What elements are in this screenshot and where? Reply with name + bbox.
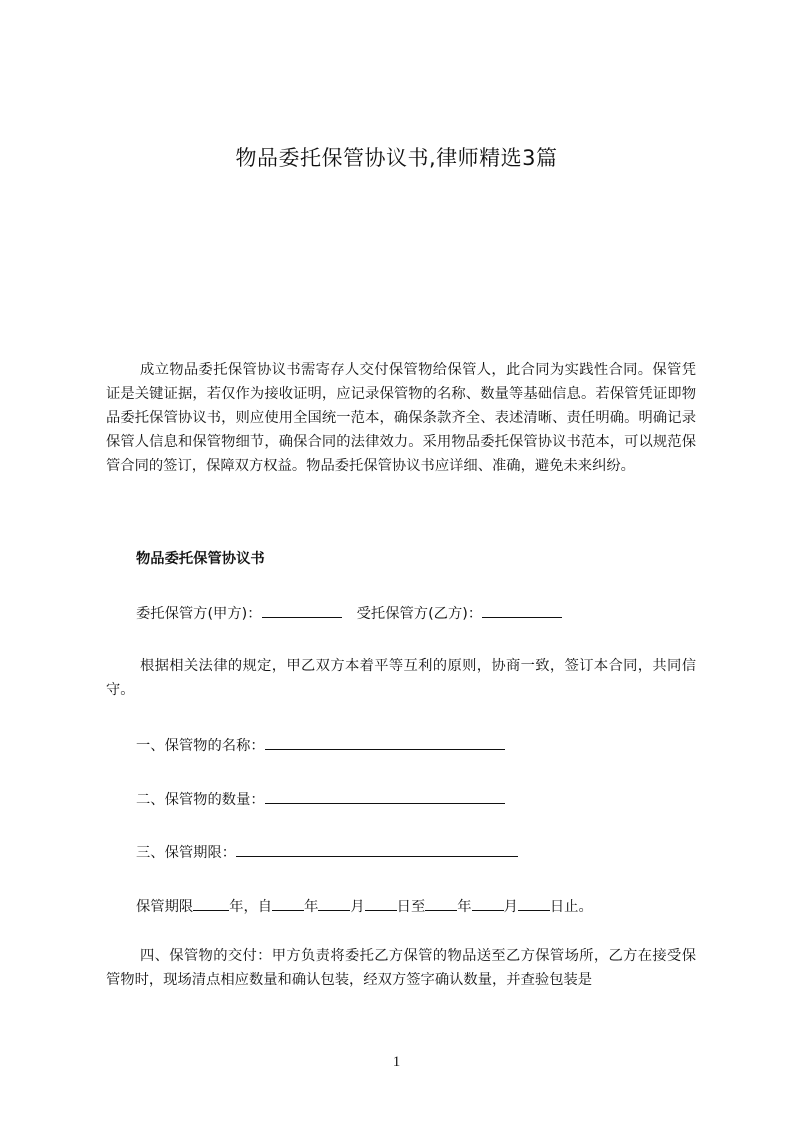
period-text-7: 月 bbox=[503, 899, 518, 915]
clause-2-blank bbox=[265, 788, 505, 804]
period-text-6: 年 bbox=[457, 899, 472, 915]
clause-4-paragraph: 四、保管物的交付：甲方负责将委托乙方保管的物品送至乙方保管场所，乙方在接受保管物时，现场清点相应数量和确认包装，经双方签字确认数量，并查验包装是 bbox=[106, 948, 696, 988]
period-years-blank bbox=[193, 895, 229, 911]
clause-1-blank bbox=[265, 734, 505, 750]
start-year-blank bbox=[272, 895, 304, 911]
end-day-blank bbox=[518, 895, 550, 911]
start-month-blank bbox=[318, 895, 350, 911]
period-text-4: 月 bbox=[350, 899, 365, 915]
party-b-label: 受托保管方(乙方)： bbox=[356, 606, 483, 622]
clause-3-blank bbox=[236, 841, 518, 857]
period-text-2: 年，自 bbox=[229, 899, 273, 915]
clause-1-line bbox=[136, 734, 505, 757]
period-line bbox=[136, 895, 593, 918]
period-text-5: 日至 bbox=[396, 899, 426, 915]
section-heading: 物品委托保管协议书 bbox=[136, 551, 265, 567]
document-title: 物品委托保管协议书,律师精选3篇 bbox=[235, 146, 558, 170]
start-day-blank bbox=[365, 895, 397, 911]
party-b-blank bbox=[482, 602, 562, 618]
end-year-blank bbox=[425, 895, 457, 911]
party-a-label: 委托保管方(甲方)： bbox=[136, 606, 262, 622]
clause-3-label: 三、保管期限： bbox=[136, 845, 237, 861]
clause-2-line bbox=[136, 788, 505, 811]
clause-2-label: 二、保管物的数量： bbox=[136, 792, 265, 808]
clause-3-line bbox=[136, 841, 518, 864]
party-a-blank bbox=[262, 602, 342, 618]
parties-line bbox=[136, 602, 562, 625]
page-number: 1 bbox=[392, 1054, 401, 1070]
preamble-paragraph: 根据相关法律的规定，甲乙双方本着平等互利的原则，协商一致，签订本合同，共同信守。 bbox=[106, 658, 696, 698]
intro-paragraph: 成立物品委托保管协议书需寄存人交付保管物给保管人，此合同为实践性合同。保管凭证是关键证据，若仅作为接收证明，应记录保管物的名称、数量等基础信息。若保管凭证即物品委托保管协议书，则应使用全国统一范本，确保条款齐全、表述清晰、责任明确。明确记录保管人信息和保管物细节，确保合同的法律效力。采用物品委托保管协议书范本，可以规范保管合同的签订，保障双方权益。物品委托保管协议书应详细、准确，避免未来纠纷。 bbox=[106, 362, 696, 474]
period-text-3: 年 bbox=[304, 899, 319, 915]
end-month-blank bbox=[472, 895, 504, 911]
period-text-8: 日止。 bbox=[549, 899, 593, 915]
period-text-1: 保管期限 bbox=[136, 899, 194, 915]
clause-1-label: 一、保管物的名称： bbox=[136, 738, 265, 754]
